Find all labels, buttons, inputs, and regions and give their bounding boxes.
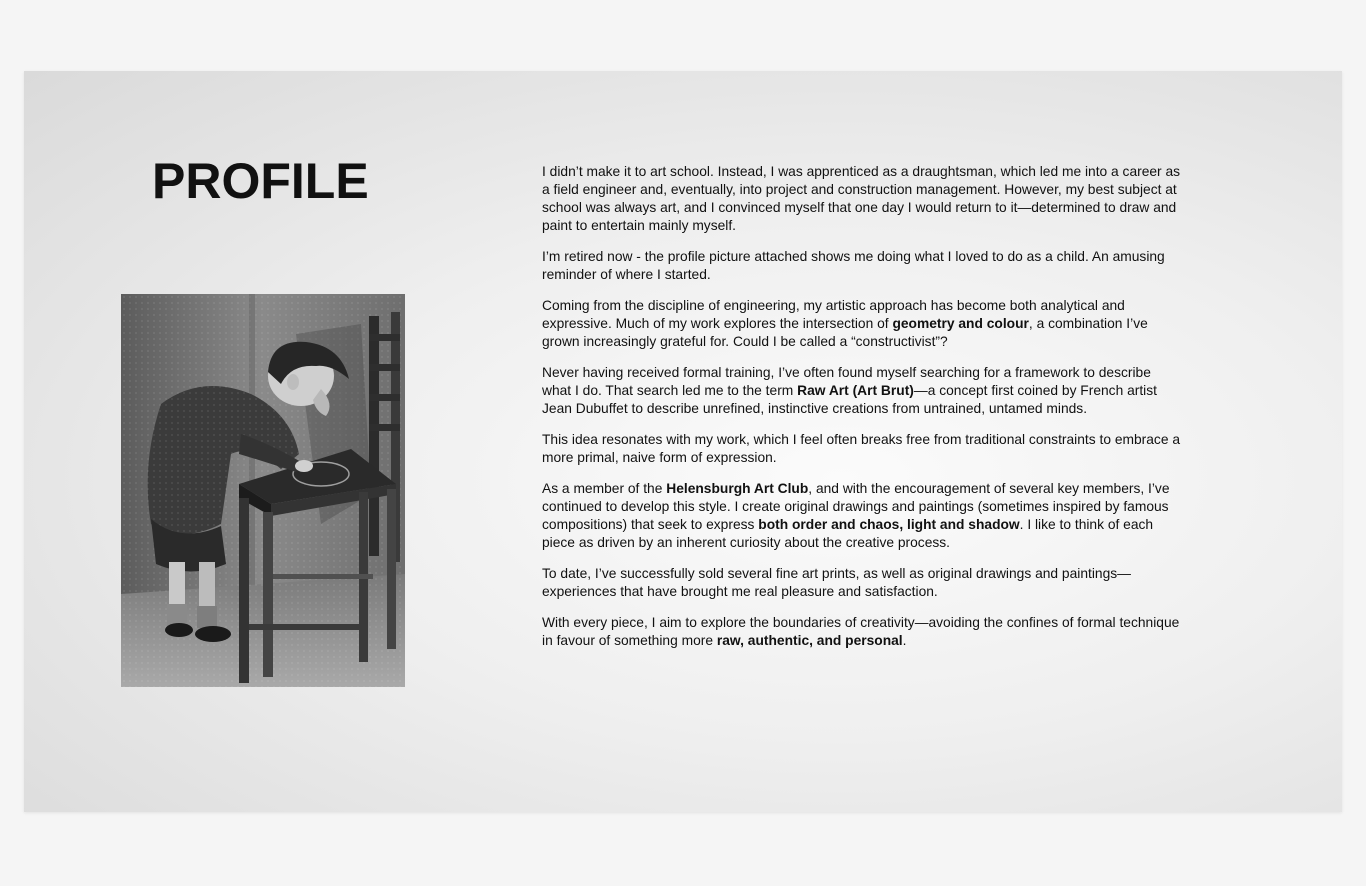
emphasis-text: both order and chaos, light and shadow [758, 517, 1020, 532]
child-drawing-on-chair-photo-icon [121, 294, 405, 687]
emphasis-text: Helensburgh Art Club [666, 481, 809, 496]
paragraph-text: . [902, 633, 907, 648]
profile-paragraph [542, 364, 1182, 418]
paragraph-text: This idea resonates with my work, which I feel often breaks free from traditional constraints to embrace a more primal, naive form of expression. [542, 432, 1181, 465]
profile-body [542, 163, 1182, 663]
emphasis-text: raw, authentic, and personal [716, 633, 903, 648]
emphasis-text: geometry and colour [892, 316, 1029, 331]
profile-paragraph [542, 163, 1182, 235]
paragraph-text: —a concept first coined by French artist Jean Dubuffet to describe unrefined, instinctive creations from untrained, untamed minds. [542, 383, 1157, 416]
paragraph-text: As a member of the [542, 481, 667, 496]
emphasis-text: Raw Art (Art Brut) [797, 383, 914, 398]
paragraph-text: I didn’t make it to art school. Instead, I was apprenticed as a draughtsman, which led me into a career as a field engineer and, eventually, into project and construction management. However, my best subject at school was always art, and I convinced myself that one day I would return to it—determined to draw and paint to entertain mainly myself. [542, 164, 1181, 233]
paragraph-text: I’m retired now - the profile picture attached shows me doing what I loved to do as a child. An amusing reminder of where I started. [542, 249, 1165, 282]
paragraph-text: , and with the encouragement of several key members, I’ve continued to develop this style. I create original drawings and paintings (sometimes inspired by famous compositions) that seek to express [542, 481, 1170, 532]
paragraph-text: , a combination I’ve grown increasingly grateful for. Could I be called a “constructivist”? [542, 316, 1148, 349]
profile-slide [24, 71, 1342, 812]
paragraph-text: . I like to think of each piece as driven by an inherent curiosity about the creative process. [542, 517, 1154, 550]
profile-paragraph [542, 248, 1182, 284]
paragraph-text: With every piece, I aim to explore the boundaries of creativity—avoiding the confines of formal technique in favour of something more [542, 615, 1180, 648]
paragraph-text: Coming from the discipline of engineering, my artistic approach has become both analytical and expressive. Much of my work explores the intersection of [542, 298, 1125, 331]
paragraph-text: Never having received formal training, I’ve often found myself searching for a framework to describe what I do. That search led me to the term [542, 365, 1151, 398]
paragraph-text: To date, I’ve successfully sold several fine art prints, as well as original drawings and paintings—experiences that have brought me real pleasure and satisfaction. [542, 566, 1131, 599]
profile-photo [121, 294, 405, 687]
page-title: PROFILE [152, 153, 369, 209]
profile-paragraph [542, 297, 1182, 351]
profile-paragraph [542, 614, 1182, 650]
profile-paragraph [542, 480, 1182, 552]
profile-paragraph [542, 431, 1182, 467]
profile-paragraph [542, 565, 1182, 601]
